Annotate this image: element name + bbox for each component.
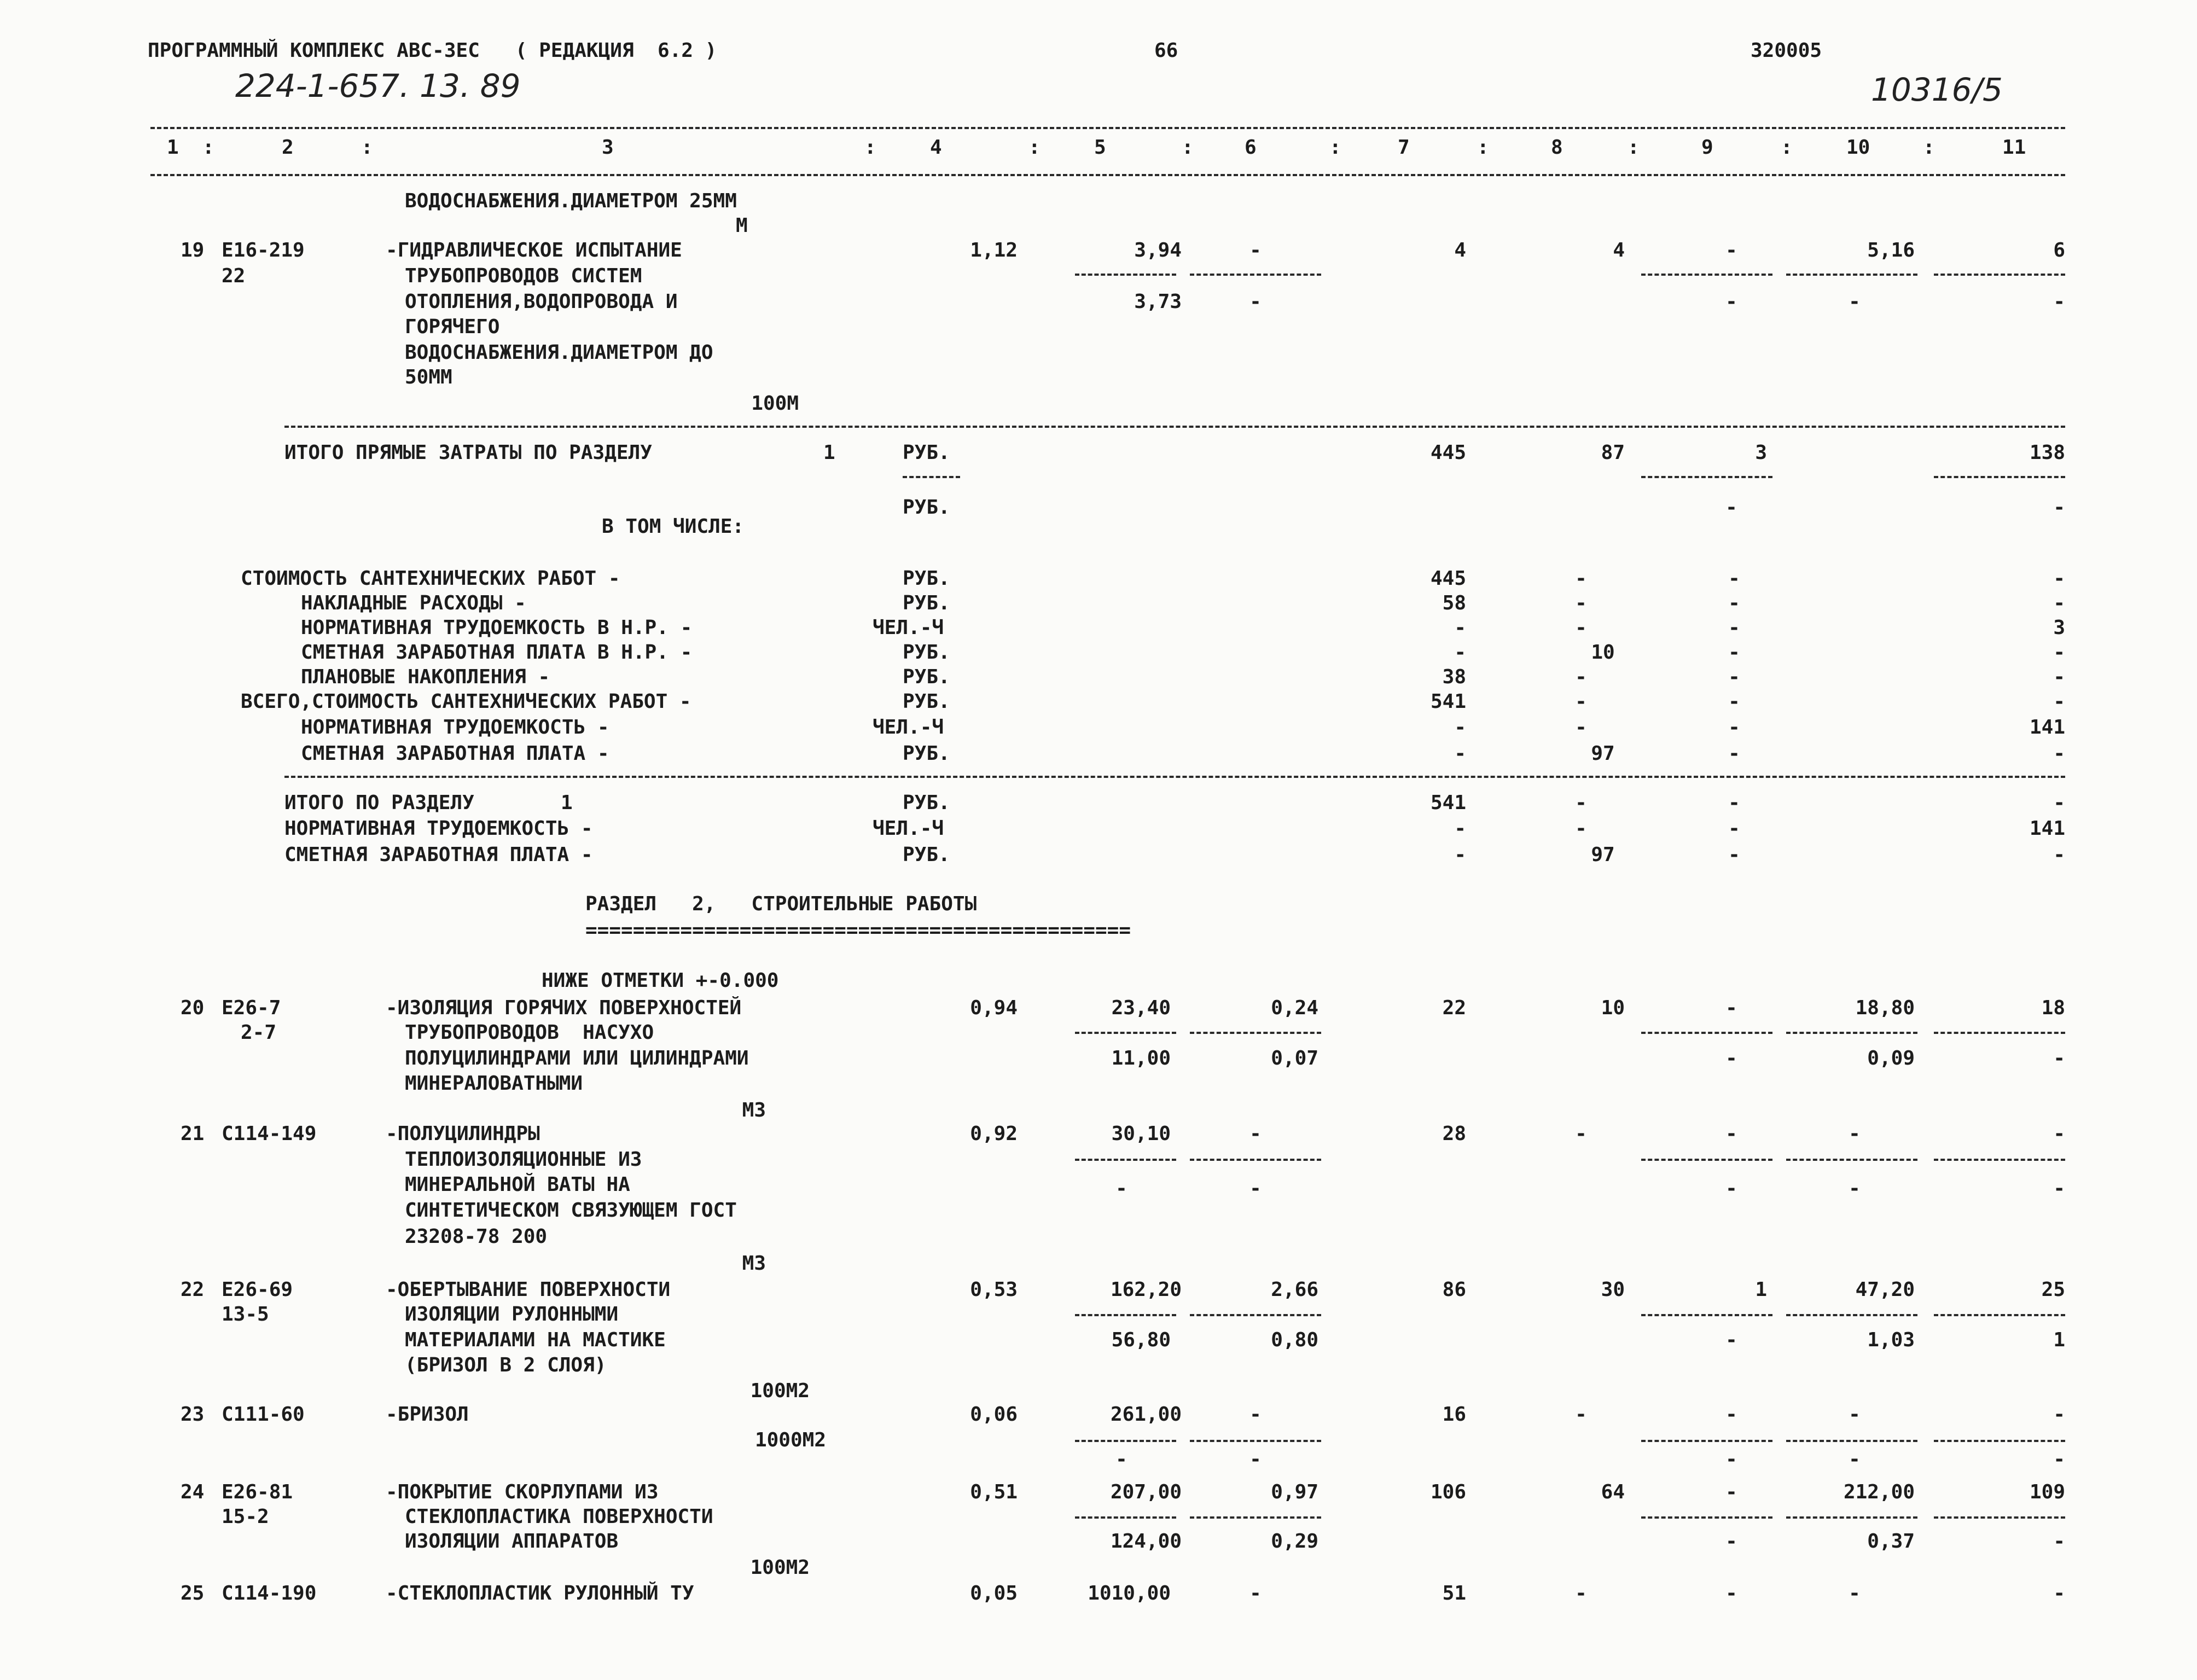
summary-unit-sub: РУБ.: [903, 496, 950, 519]
cell-col5: 23,40: [1111, 997, 1171, 1019]
cell-col9: -: [1725, 1403, 1737, 1426]
dashed-rule: [1190, 274, 1321, 276]
document-code: 320005: [1751, 39, 1822, 62]
summary-col7: 445: [1430, 441, 1466, 464]
row-description-line: -ПОКРЫТИЕ СКОРЛУПАМИ ИЗ: [386, 1481, 659, 1503]
dashed-rule: [1075, 1516, 1176, 1519]
cell-col5: 30,10: [1111, 1123, 1171, 1145]
dashed-rule: [1934, 1159, 2065, 1161]
totals-col9: -: [1728, 817, 1740, 840]
breakdown-col11: -: [2053, 666, 2065, 688]
breakdown-col11: -: [2053, 592, 2065, 614]
breakdown-col9: -: [1728, 690, 1740, 713]
row-description-line: ГОРЯЧЕГО: [405, 316, 500, 338]
cell-col5: 207,00: [1110, 1481, 1182, 1503]
row-number: 20: [181, 997, 205, 1019]
dashed-rule: [1075, 274, 1176, 276]
cell-col11: 6: [2053, 239, 2065, 261]
cell-col8: -: [1575, 1403, 1587, 1426]
breakdown-unit: РУБ.: [903, 567, 950, 590]
row-code-secondary: 13-5: [222, 1303, 269, 1326]
col-header: 4: [930, 136, 942, 159]
cell-col7: 86: [1442, 1278, 1466, 1301]
header-bottom-rule: [150, 174, 2065, 176]
cell-col4: 0,92: [970, 1123, 1018, 1145]
section-subtitle: НИЖЕ ОТМЕТКИ +-0.000: [542, 969, 779, 992]
breakdown-col7: 445: [1430, 567, 1466, 590]
totals-label: НОРМАТИВНАЯ ТРУДОЕМКОСТЬ -: [284, 817, 593, 840]
cell-col10-sub: 1,03: [1867, 1329, 1915, 1351]
cell-col11-sub: -: [2053, 1177, 2065, 1200]
breakdown-col11: -: [2053, 742, 2065, 765]
cell-col11: 109: [2029, 1481, 2065, 1503]
cell-col11: -: [2053, 1123, 2065, 1145]
cell-col10: -: [1849, 1403, 1861, 1426]
row-description-line: МАТЕРИАЛАМИ НА МАСТИКЕ: [405, 1329, 666, 1351]
dashed-rule: [1075, 1159, 1176, 1161]
cell-col7: 4: [1454, 239, 1466, 261]
row-number: 21: [181, 1123, 205, 1145]
col-separator: :: [1781, 136, 1793, 159]
breakdown-col9: -: [1728, 716, 1740, 739]
col-separator: :: [1329, 136, 1341, 159]
breakdown-col11: -: [2053, 641, 2065, 664]
row-unit: М3: [742, 1252, 766, 1275]
dashed-rule: [1190, 1440, 1321, 1442]
cell-col9: -: [1725, 1582, 1737, 1605]
cell-col10-sub: 0,09: [1867, 1047, 1915, 1069]
cell-col5-sub: -: [1115, 1448, 1127, 1470]
col-header: 3: [602, 136, 614, 159]
dashed-rule: [1641, 1159, 1772, 1161]
row-code: Е26-81: [222, 1481, 293, 1503]
cell-col11-sub: -: [2053, 1047, 2065, 1069]
totals-col7: 541: [1430, 792, 1466, 814]
breakdown-col11: -: [2053, 690, 2065, 713]
cell-col5-sub: -: [1115, 1177, 1127, 1200]
cell-col11-sub: 1: [2053, 1329, 2065, 1351]
breakdown-col9: -: [1728, 742, 1740, 765]
cell-col5: 162,20: [1110, 1278, 1182, 1301]
row-description-line: -ОБЕРТЫВАНИЕ ПОВЕРХНОСТИ: [386, 1278, 671, 1301]
cell-col9: -: [1725, 239, 1737, 261]
breakdown-unit: ЧЕЛ.-Ч: [873, 716, 944, 739]
summary-col11-sub: -: [2053, 496, 2065, 519]
cell-col5-sub: 56,80: [1111, 1329, 1171, 1351]
including-label: В ТОМ ЧИСЛЕ:: [602, 515, 745, 538]
cell-col5: 3,94: [1134, 239, 1182, 261]
breakdown-col8: -: [1575, 666, 1587, 688]
cell-col7: 51: [1442, 1582, 1466, 1605]
dashed-rule: [1075, 1314, 1176, 1316]
totals-col11: -: [2053, 792, 2065, 814]
breakdown-unit: ЧЕЛ.-Ч: [873, 617, 944, 639]
cell-col10: -: [1849, 1582, 1861, 1605]
program-title: ПРОГРАММНЫЙ КОМПЛЕКС АВС-ЗЕС ( РЕДАКЦИЯ 6.2 ): [148, 39, 717, 62]
row-description-line: СИНТЕТИЧЕСКОМ СВЯЗУЮЩЕМ ГОСТ: [405, 1199, 737, 1222]
breakdown-col11: -: [2053, 567, 2065, 590]
totals-col7: -: [1454, 844, 1466, 866]
cell-col8: -: [1575, 1123, 1587, 1145]
cell-col6-sub: -: [1249, 1448, 1262, 1470]
cell-col11-sub: -: [2053, 1530, 2065, 1553]
row-description-line: ПОЛУЦИЛИНДРАМИ ИЛИ ЦИЛИНДРАМИ: [405, 1047, 749, 1069]
summary-section: 1: [823, 441, 835, 464]
row-description-line: СТЕКЛОПЛАСТИКА ПОВЕРХНОСТИ: [405, 1505, 713, 1528]
row-code: С114-149: [222, 1123, 317, 1145]
dashed-rule: [1190, 1314, 1321, 1316]
totals-rule: [284, 776, 2065, 778]
summary-col11: 138: [2029, 441, 2065, 464]
cell-col6-sub: 0,07: [1271, 1047, 1318, 1069]
breakdown-label: ПЛАНОВЫЕ НАКОПЛЕНИЯ -: [301, 666, 550, 688]
row-number: 24: [181, 1481, 205, 1503]
cell-col7: 22: [1442, 997, 1466, 1019]
page-number: 66: [1154, 39, 1178, 62]
dashed-rule: [1934, 476, 2065, 478]
row-number: 19: [181, 239, 205, 261]
row-description-line: ОТОПЛЕНИЯ,ВОДОПРОВОДА И: [405, 290, 678, 313]
cell-col10: 47,20: [1855, 1278, 1915, 1301]
col-separator: :: [1477, 136, 1489, 159]
cell-col10: 18,80: [1855, 997, 1915, 1019]
breakdown-col8: 10: [1591, 641, 1615, 664]
breakdown-col9: -: [1728, 592, 1740, 614]
breakdown-col7: 541: [1430, 690, 1466, 713]
breakdown-label: СМЕТНАЯ ЗАРАБОТНАЯ ПЛАТА -: [301, 742, 609, 765]
cell-col9-sub: -: [1725, 1177, 1737, 1200]
cell-col9-sub: -: [1725, 1047, 1737, 1069]
row-description-line: -СТЕКЛОПЛАСТИК РУЛОННЫЙ ТУ: [386, 1582, 694, 1605]
breakdown-col7: 58: [1442, 592, 1466, 614]
row-description-line: ТРУБОПРОВОДОВ НАСУХО: [405, 1021, 654, 1044]
dashed-rule: [1641, 274, 1772, 276]
row-description-line: ИЗОЛЯЦИИ РУЛОННЫМИ: [405, 1303, 619, 1326]
row-unit: 1000М2: [754, 1429, 826, 1451]
summary-title: ИТОГО ПРЯМЫЕ ЗАТРАТЫ ПО РАЗДЕЛУ: [284, 441, 652, 464]
totals-unit: РУБ.: [903, 792, 950, 814]
totals-col11: 141: [2029, 817, 2065, 840]
cell-col10: 212,00: [1843, 1481, 1915, 1503]
col-header: 7: [1398, 136, 1410, 159]
dashed-rule: [1934, 1314, 2065, 1316]
cell-col9-sub: -: [1725, 1329, 1737, 1351]
dashed-rule: [1190, 1032, 1321, 1034]
cell-col9: 1: [1755, 1278, 1767, 1301]
cell-col6: -: [1249, 1582, 1262, 1605]
col-separator: :: [1628, 136, 1640, 159]
summary-col9: 3: [1755, 441, 1767, 464]
dashed-rule: [1190, 1159, 1321, 1161]
cell-col10-sub: 0,37: [1867, 1530, 1915, 1553]
dashed-rule: [1786, 274, 1917, 276]
cell-col8: 64: [1601, 1481, 1625, 1503]
cell-col8: 10: [1601, 997, 1625, 1019]
dashed-rule: [1641, 1032, 1772, 1034]
totals-col11: -: [2053, 844, 2065, 866]
totals-label: ИТОГО ПО РАЗДЕЛУ: [284, 792, 474, 814]
col-header: 5: [1094, 136, 1106, 159]
row-unit: М3: [742, 1099, 766, 1121]
breakdown-label: НАКЛАДНЫЕ РАСХОДЫ -: [301, 592, 526, 614]
breakdown-label: НОРМАТИВНАЯ ТРУДОЕМКОСТЬ -: [301, 716, 609, 739]
dashed-rule: [1934, 1440, 2065, 1442]
breakdown-unit: РУБ.: [903, 592, 950, 614]
totals-col7: -: [1454, 817, 1466, 840]
breakdown-col7: -: [1454, 716, 1466, 739]
cell-col9-sub: -: [1725, 1530, 1737, 1553]
totals-col8: -: [1575, 792, 1587, 814]
breakdown-col11: 141: [2029, 716, 2065, 739]
cell-col8: 4: [1613, 239, 1625, 261]
cell-col6-sub: -: [1249, 290, 1262, 313]
col-header: 10: [1846, 136, 1870, 159]
row-description-line: 23208-78 200: [405, 1225, 548, 1248]
row-number: 25: [181, 1582, 205, 1605]
col-separator: :: [1923, 136, 1935, 159]
row-description-line: ВОДОСНАБЖЕНИЯ.ДИАМЕТРОМ ДО: [405, 341, 713, 364]
breakdown-unit: РУБ.: [903, 641, 950, 664]
dashed-rule: [1641, 1440, 1772, 1442]
cell-col11: -: [2053, 1403, 2065, 1426]
col-separator: :: [864, 136, 876, 159]
breakdown-col9: -: [1728, 641, 1740, 664]
col-separator: :: [361, 136, 373, 159]
cell-col10-sub: -: [1849, 290, 1861, 313]
totals-section: 1: [561, 792, 573, 814]
summary-rule: [284, 426, 2065, 428]
handwritten-sheet-code: 10316/5: [1871, 71, 2003, 108]
breakdown-label: СТОИМОСТЬ САНТЕХНИЧЕСКИХ РАБОТ -: [241, 567, 620, 590]
cell-col6-sub: 0,80: [1271, 1329, 1318, 1351]
cell-col4: 0,94: [970, 997, 1018, 1019]
cell-col6: -: [1249, 1123, 1262, 1145]
cell-col6: 0,97: [1271, 1481, 1318, 1503]
cell-col10: 5,16: [1867, 239, 1915, 261]
breakdown-col8: -: [1575, 716, 1587, 739]
dashed-rule: [1934, 274, 2065, 276]
cell-col9: -: [1725, 1481, 1737, 1503]
breakdown-col9: -: [1728, 617, 1740, 639]
col-header: 6: [1245, 136, 1257, 159]
breakdown-label: НОРМАТИВНАЯ ТРУДОЕМКОСТЬ В Н.Р. -: [301, 617, 693, 639]
breakdown-col7: -: [1454, 617, 1466, 639]
breakdown-col9: -: [1728, 567, 1740, 590]
row-number: 23: [181, 1403, 205, 1426]
dashed-rule: [1934, 1032, 2065, 1034]
dashed-rule: [1075, 1032, 1176, 1034]
cell-col4: 0,51: [970, 1481, 1018, 1503]
col-separator: :: [1028, 136, 1041, 159]
dashed-rule: [1786, 1516, 1917, 1519]
totals-col9: -: [1728, 792, 1740, 814]
breakdown-label: СМЕТНАЯ ЗАРАБОТНАЯ ПЛАТА В Н.Р. -: [301, 641, 693, 664]
cell-col6: 2,66: [1271, 1278, 1318, 1301]
continued-description: ВОДОСНАБЖЕНИЯ.ДИАМЕТРОМ 25ММ: [405, 190, 737, 212]
cell-col8: -: [1575, 1582, 1587, 1605]
row-code-secondary: 2-7: [241, 1021, 277, 1044]
col-header: 2: [282, 136, 294, 159]
cell-col6: -: [1249, 1403, 1262, 1426]
summary-col9-sub: -: [1725, 496, 1737, 519]
breakdown-unit: РУБ.: [903, 742, 950, 765]
dashed-rule: [903, 476, 960, 478]
cell-col10-sub: -: [1849, 1448, 1861, 1470]
col-separator: :: [1182, 136, 1194, 159]
cell-col9: -: [1725, 997, 1737, 1019]
breakdown-unit: РУБ.: [903, 690, 950, 713]
cell-col6: 0,24: [1271, 997, 1318, 1019]
breakdown-label: ВСЕГО,СТОИМОСТЬ САНТЕХНИЧЕСКИХ РАБОТ -: [241, 690, 691, 713]
totals-unit: РУБ.: [903, 844, 950, 866]
breakdown-col7: -: [1454, 641, 1466, 664]
cell-col7: 28: [1442, 1123, 1466, 1145]
cell-col11: -: [2053, 1582, 2065, 1605]
breakdown-col8: -: [1575, 690, 1587, 713]
cell-col4: 1,12: [970, 239, 1018, 261]
cell-col11-sub: -: [2053, 1448, 2065, 1470]
col-header: 1: [167, 136, 179, 159]
breakdown-col8: -: [1575, 592, 1587, 614]
cell-col6-sub: -: [1249, 1177, 1262, 1200]
header-top-rule: [150, 127, 2065, 129]
breakdown-unit: РУБ.: [903, 666, 950, 688]
dashed-rule: [1786, 1159, 1917, 1161]
cell-col10-sub: -: [1849, 1177, 1861, 1200]
cell-col4: 0,06: [970, 1403, 1018, 1426]
row-code: Е26-7: [222, 997, 281, 1019]
row-unit: 100М2: [750, 1556, 810, 1579]
row-description-line: -ИЗОЛЯЦИЯ ГОРЯЧИХ ПОВЕРХНОСТЕЙ: [386, 997, 742, 1019]
totals-label: СМЕТНАЯ ЗАРАБОТНАЯ ПЛАТА -: [284, 844, 593, 866]
cell-col11: 18: [2041, 997, 2065, 1019]
breakdown-col8: 97: [1591, 742, 1615, 765]
row-code: Е26-69: [222, 1278, 293, 1301]
dashed-rule: [1786, 1032, 1917, 1034]
row-description-line: -ПОЛУЦИЛИНДРЫ: [386, 1123, 540, 1145]
cell-col5-sub: 11,00: [1111, 1047, 1171, 1069]
cell-col5-sub: 124,00: [1110, 1530, 1182, 1553]
breakdown-col8: -: [1575, 617, 1587, 639]
dashed-rule: [1641, 1516, 1772, 1519]
row-description-line: ТЕПЛОИЗОЛЯЦИОННЫЕ ИЗ: [405, 1148, 642, 1171]
cell-col4: 0,05: [970, 1582, 1018, 1605]
row-code: Е16-219: [222, 239, 305, 261]
summary-col8: 87: [1601, 441, 1625, 464]
dashed-rule: [1641, 1314, 1772, 1316]
breakdown-col7: -: [1454, 742, 1466, 765]
row-description-line: (БРИЗОЛ В 2 СЛОЯ): [405, 1354, 607, 1376]
row-description-line: 50ММ: [405, 366, 452, 388]
row-code: С111-60: [222, 1403, 305, 1426]
dashed-rule: [1075, 1440, 1176, 1442]
cell-col6: -: [1249, 239, 1262, 261]
breakdown-col11: 3: [2053, 617, 2065, 639]
continued-unit: М: [736, 214, 748, 237]
breakdown-col9: -: [1728, 666, 1740, 688]
cell-col11-sub: -: [2053, 290, 2065, 313]
cell-col9: -: [1725, 1123, 1737, 1145]
totals-col8: -: [1575, 817, 1587, 840]
row-description-line: -БРИЗОЛ: [386, 1403, 469, 1426]
row-code: С114-190: [222, 1582, 317, 1605]
cell-col7: 106: [1430, 1481, 1466, 1503]
cell-col5: 1010,00: [1088, 1582, 1171, 1605]
dashed-rule: [1786, 1314, 1917, 1316]
row-unit: 100М: [751, 392, 799, 415]
row-code-secondary: 22: [222, 265, 246, 287]
totals-col9: -: [1728, 844, 1740, 866]
row-description-line: МИНЕРАЛОВАТНЫМИ: [405, 1072, 583, 1095]
dashed-rule: [1641, 476, 1772, 478]
cell-col5-sub: 3,73: [1134, 290, 1182, 313]
col-separator: :: [202, 136, 214, 159]
dashed-rule: [1786, 1440, 1917, 1442]
cell-col9-sub: -: [1725, 1448, 1737, 1470]
row-number: 22: [181, 1278, 205, 1301]
dashed-rule: [1190, 1516, 1321, 1519]
row-description-line: ТРУБОПРОВОДОВ СИСТЕМ: [405, 265, 642, 287]
cell-col6-sub: 0,29: [1271, 1530, 1318, 1553]
cell-col8: 30: [1601, 1278, 1625, 1301]
breakdown-col7: 38: [1442, 666, 1466, 688]
cell-col9-sub: -: [1725, 290, 1737, 313]
col-header: 11: [2002, 136, 2026, 159]
summary-unit: РУБ.: [903, 441, 950, 464]
col-header: 8: [1551, 136, 1563, 159]
totals-col8: 97: [1591, 844, 1615, 866]
cell-col5: 261,00: [1110, 1403, 1182, 1426]
totals-unit: ЧЕЛ.-Ч: [873, 817, 944, 840]
dashed-rule: [1934, 1516, 2065, 1519]
section-title: РАЗДЕЛ 2, СТРОИТЕЛЬНЫЕ РАБОТЫ: [585, 893, 977, 915]
cell-col7: 16: [1442, 1403, 1466, 1426]
row-description-line: ИЗОЛЯЦИИ АППАРАТОВ: [405, 1530, 619, 1553]
row-code-secondary: 15-2: [222, 1505, 269, 1528]
cell-col10: -: [1849, 1123, 1861, 1145]
handwritten-project-code: 224-1-657. 13. 89: [235, 67, 521, 104]
row-description-line: -ГИДРАВЛИЧЕСКОЕ ИСПЫТАНИЕ: [386, 239, 682, 261]
cell-col4: 0,53: [970, 1278, 1018, 1301]
col-header: 9: [1701, 136, 1713, 159]
breakdown-col8: -: [1575, 567, 1587, 590]
cell-col11: 25: [2041, 1278, 2065, 1301]
row-unit: 100М2: [750, 1380, 810, 1402]
section-underline: ==============================================: [585, 919, 1131, 941]
row-description-line: МИНЕРАЛЬНОЙ ВАТЫ НА: [405, 1173, 630, 1196]
